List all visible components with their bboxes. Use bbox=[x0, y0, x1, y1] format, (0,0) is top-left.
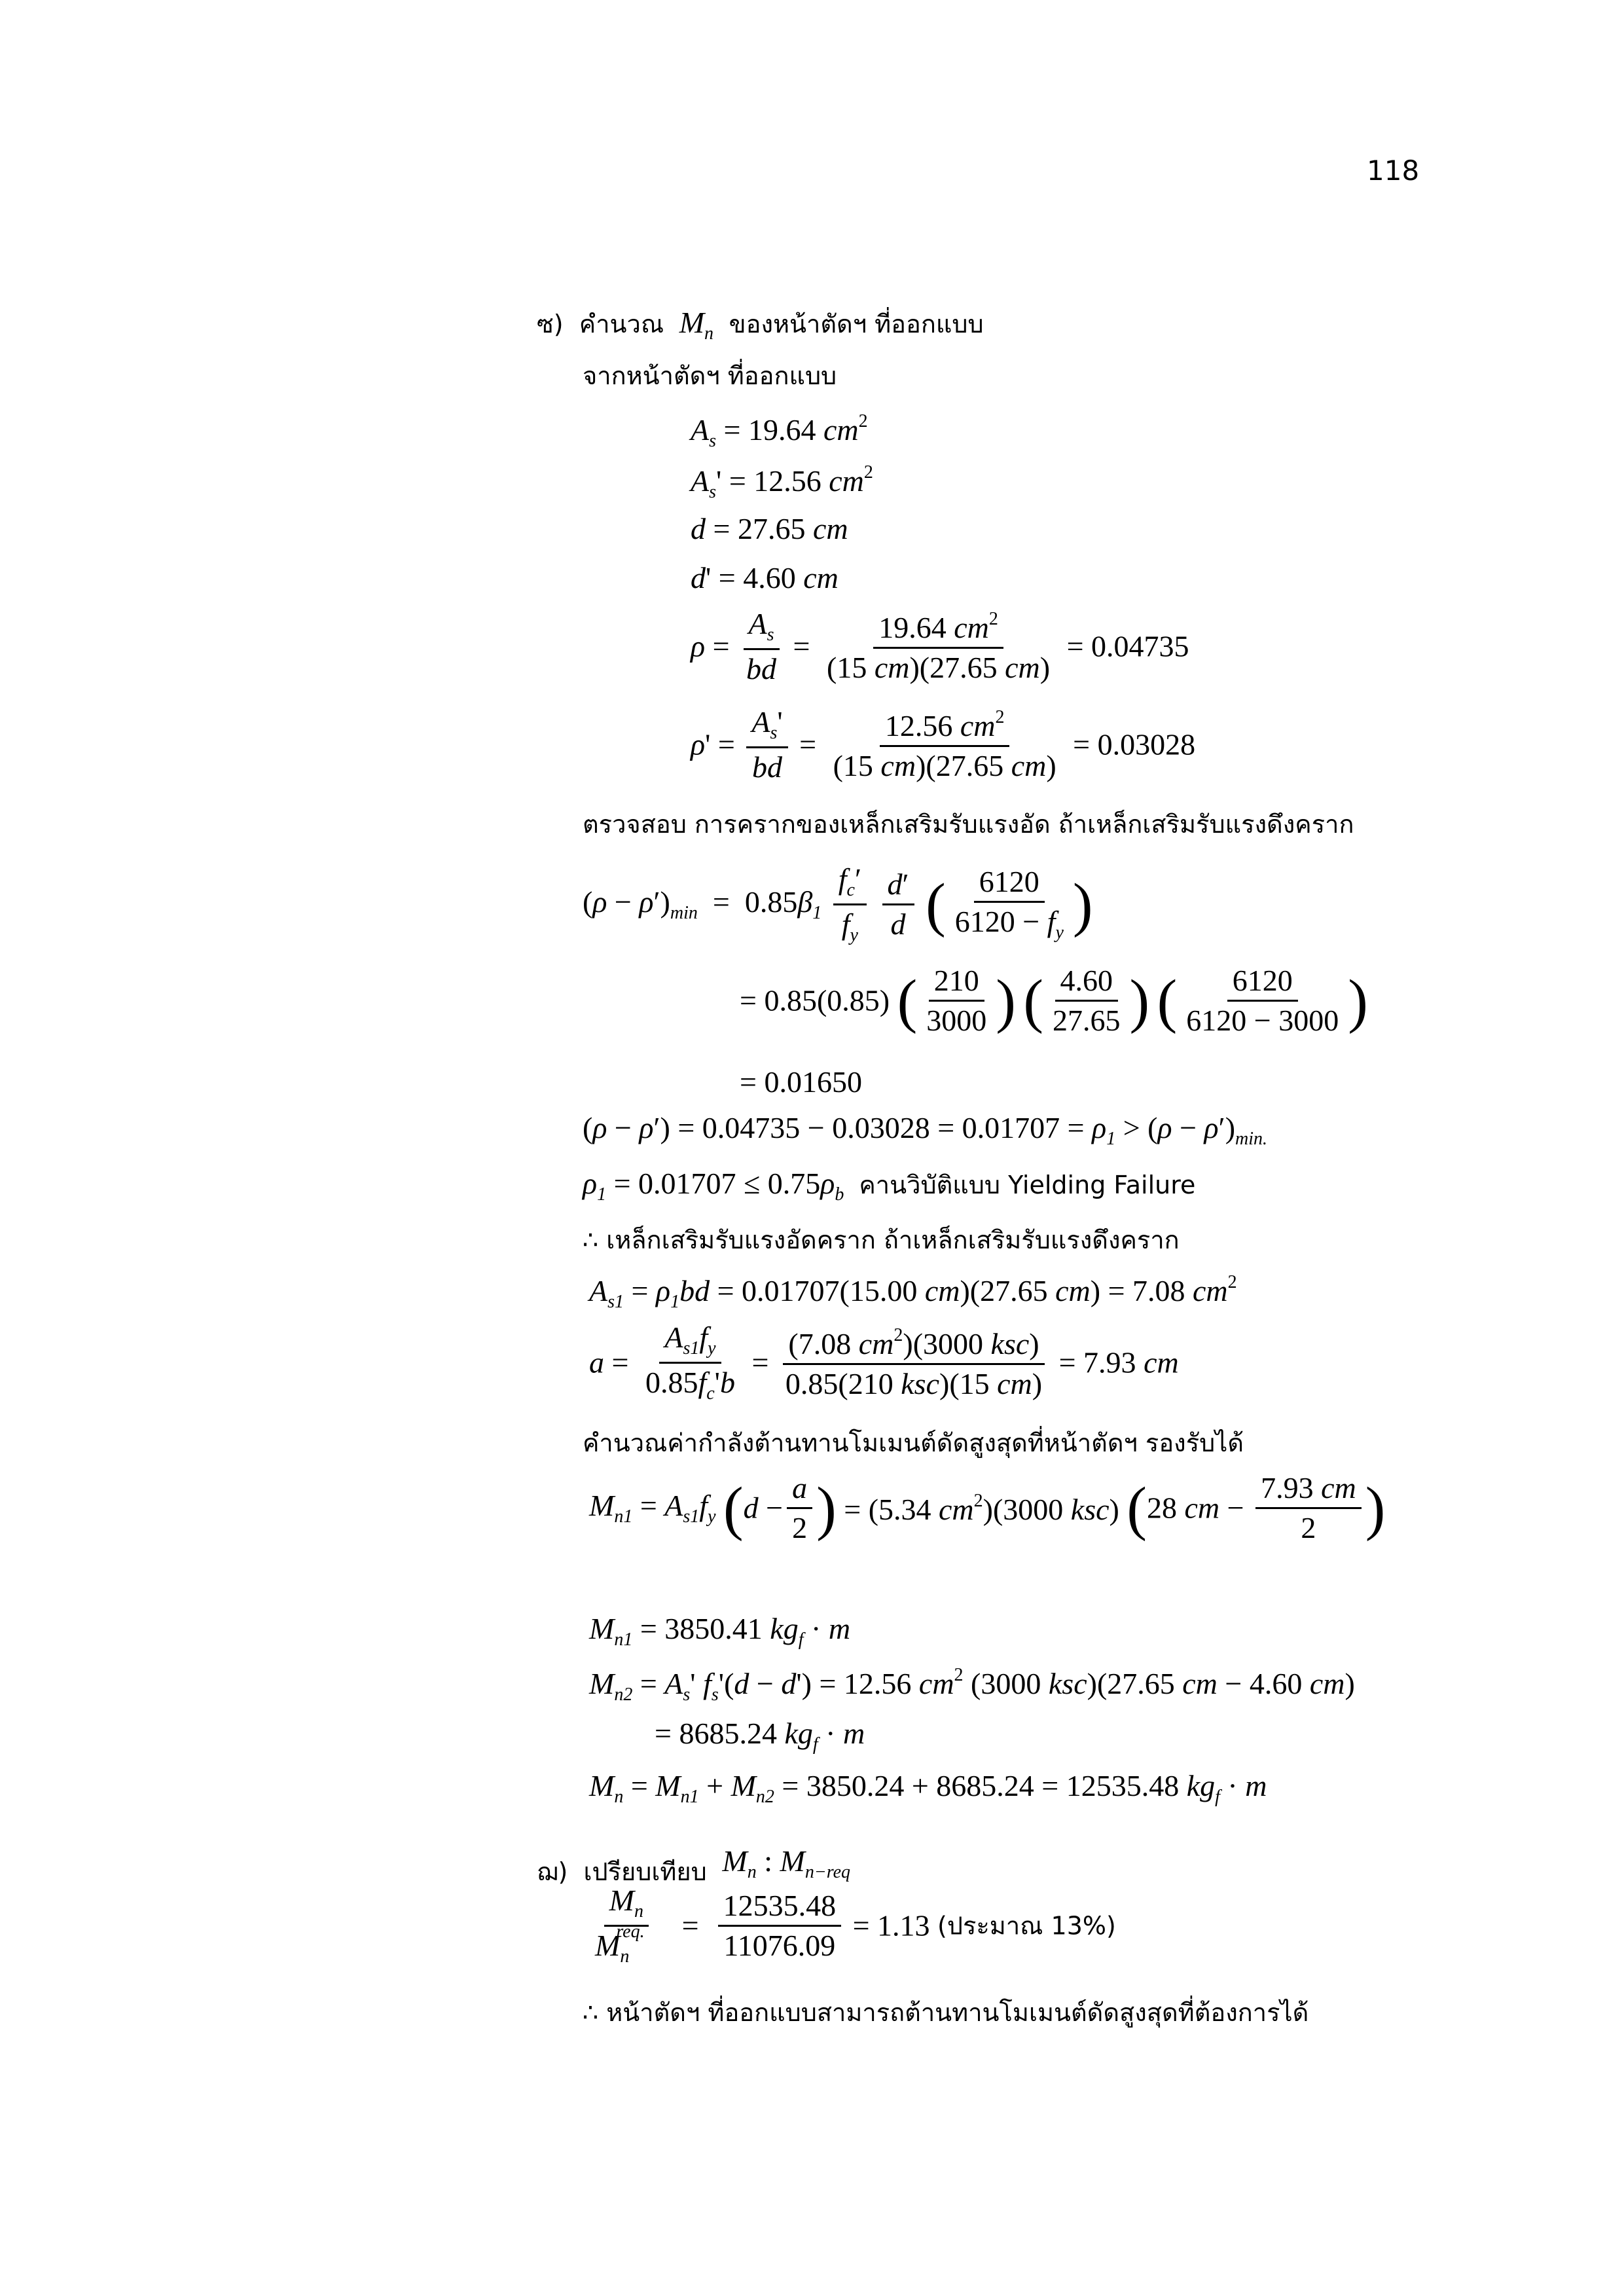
moment-capacity-text: คำนวณค่ากำลังต้านทานโมเมนต์ดัดสูงสุดที่หน้าตัดฯ รองรับได้ bbox=[583, 1429, 1244, 1457]
rho1-check: $\rho_1 = 0.01707 \le 0.75\rho_b$ คานวิบัติแบบ Yielding Failure bbox=[583, 1167, 1196, 1205]
section-b-heading bbox=[537, 1846, 850, 1884]
compare-ratio-label: $M_n$ : $M_{n-req}$ bbox=[722, 1844, 851, 1882]
rho-prime-equation: ρ' = $\frac{A_s'}{bd}$ = $\frac{12.56 cm^2}{(15 cm)(27.65 cm)}$ = 0.03028 bbox=[691, 705, 1196, 784]
conclusion-text: ∴ หน้าตัดฯ ที่ออกแบบสามารถต้านทานโมเมนต์ดัดสูงสุดที่ต้องการได้ bbox=[583, 1998, 1309, 2027]
heading-text-2: ของหน้าตัดฯ ที่ออกแบบ bbox=[729, 310, 984, 338]
from-section-text: จากหน้าตัดฯ ที่ออกแบบ bbox=[583, 361, 837, 390]
yielding-failure-text: คานวิบัติแบบ Yielding Failure bbox=[859, 1171, 1196, 1199]
rho-diff-value: $(\rho - \rho') = 0.04735 - 0.03028 = 0.01707 = \rho_1 > (\rho - \rho')_{min.}$ bbox=[583, 1111, 1268, 1149]
section-b-label: ฌ) bbox=[537, 1857, 568, 1886]
page-number: 118 bbox=[1367, 155, 1420, 187]
d-prime-given: d' = 4.60 cm bbox=[691, 561, 839, 594]
As1-equation: $A_{s1} = \rho_1bd = 0.01707(15.00$ cm)(27.65 cm) = 7.08 $cm^2$ bbox=[589, 1272, 1237, 1312]
rho-diff-min-formula: $(\rho - \rho')_{min} = 0.85\beta_1$ $\frac{f_c'}{f_y}$ $\frac{d'}{d}$ ( $\frac{6120}{6120 - f_y}$ ) bbox=[583, 862, 1093, 945]
Mn1-equation: $M_{n1} = A_{s1}f_y$ (d − $\frac{a}{2}$ ) = (5.34 $cm^2)(3000$ ksc) (28 cm − $\frac{7.93 cm}{2}$ ) bbox=[589, 1471, 1386, 1544]
rho-equation: ρ = $\frac{A_s}{bd}$ = $\frac{19.64 cm^2}{(15 cm)(27.65 cm)}$ = 0.04735 bbox=[691, 607, 1189, 685]
approx-text: (ประมาณ 13%) bbox=[937, 1911, 1116, 1941]
d-given: d = 27.65 cm bbox=[691, 512, 848, 545]
As-given: $A_s = 19.64$ $cm^2$ bbox=[691, 411, 868, 451]
check-text: ตรวจสอบ การครากของเหล็กเสริมรับแรงอัด ถ้าเหล็กเสริมรับแรงดึงคราก bbox=[583, 810, 1354, 839]
Mn1-value: $M_{n1} = 3850.41$ $kg_f \cdot m$ bbox=[589, 1612, 851, 1650]
rho-diff-min-result: = 0.01650 bbox=[740, 1065, 862, 1099]
Mn2-equation: $M_{n2} = A_s'$ $f_s'(d - d') = 12.56$ $cm^2$ (3000 ksc)(27.65 cm − 4.60 cm) bbox=[589, 1665, 1355, 1705]
heading-text-1: คำนวณ bbox=[579, 310, 664, 338]
rho-diff-min-substituted: = 0.85(0.85) ( $\frac{210}{3000}$ ) ( $\frac{4.60}{27.65}$ ) ( $\frac{6120}{6120 - 3000}$ ) bbox=[740, 964, 1368, 1037]
section-a-heading bbox=[537, 308, 984, 343]
As-prime-given: $A_s' = 12.56$ $cm^2$ bbox=[691, 462, 873, 502]
heading-Mn: $M_n$ bbox=[679, 306, 714, 344]
Mn2-value: = 8685.24 $kg_f \cdot m$ bbox=[655, 1717, 865, 1755]
Mn-total: $M_n = M_{n1} + M_{n2} = 3850.24 + 8685.24 = 12535.48$ $kg_f \cdot m$ bbox=[589, 1769, 1267, 1807]
ratio-equation: $\frac{M_n}{M_n^{req.}}$ = $\frac{12535.48}{11076.09}$ = 1.13 (ประมาณ 13%) bbox=[595, 1884, 1116, 1967]
therefore-compression-yields: ∴ เหล็กเสริมรับแรงอัดคราก ถ้าเหล็กเสริมรับแรงดึงคราก bbox=[583, 1226, 1180, 1254]
compare-text: เปรียบเทียบ bbox=[583, 1857, 707, 1886]
a-equation: a = $\frac{A_{s1}f_y}{0.85f_c'b}$ = $\frac{(7.08 cm^2)(3000 ksc)}{\text{0.85(210 ksc)(15 cm)}}$ = 7.93 cm bbox=[589, 1321, 1179, 1404]
section-a-label: ซ) bbox=[537, 310, 564, 338]
